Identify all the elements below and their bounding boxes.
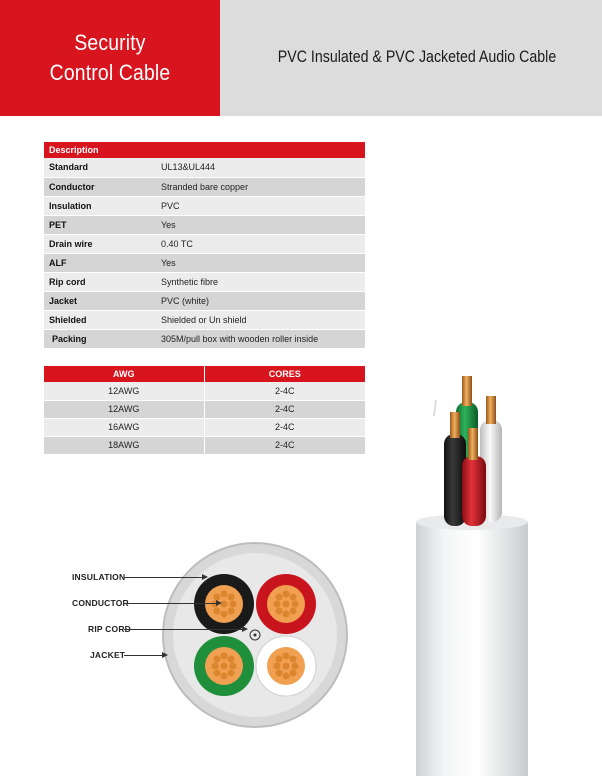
spec-label: Shielded bbox=[44, 310, 156, 329]
spec-value: Yes bbox=[156, 253, 365, 272]
awg-cell: 12AWG bbox=[44, 400, 204, 418]
spec-value: Yes bbox=[156, 215, 365, 234]
awg-row bbox=[44, 418, 365, 436]
label-rip-cord: RIP CORD bbox=[88, 624, 132, 634]
spec-value: PVC bbox=[156, 196, 365, 215]
spec-value: PVC (white) bbox=[156, 291, 365, 310]
awg-cell: 18AWG bbox=[44, 436, 204, 454]
spec-row bbox=[44, 291, 365, 310]
leader-rip-cord bbox=[124, 629, 244, 630]
spec-value: 305M/pull box with wooden roller inside bbox=[156, 329, 365, 348]
spec-label: Rip cord bbox=[44, 272, 156, 291]
cores-cell: 2-4C bbox=[204, 382, 365, 400]
cable-photo bbox=[410, 360, 602, 776]
cores-cell: 2-4C bbox=[204, 418, 365, 436]
awg-cell: 16AWG bbox=[44, 418, 204, 436]
page-title-line2: Control Cable bbox=[49, 60, 171, 85]
awg-cell: 12AWG bbox=[44, 382, 204, 400]
arrow-rip-cord-icon bbox=[242, 626, 248, 632]
arrow-conductor-icon bbox=[216, 600, 222, 606]
cores-cell: 2-4C bbox=[204, 436, 365, 454]
spec-value: Shielded or Un shield bbox=[156, 310, 365, 329]
spec-row bbox=[44, 253, 365, 272]
awg-row bbox=[44, 436, 365, 454]
leader-insulation bbox=[124, 577, 204, 578]
page-title-line1: Security bbox=[74, 30, 146, 55]
spec-row bbox=[44, 329, 365, 348]
cores-cell: 2-4C bbox=[204, 400, 365, 418]
page-subtitle: PVC Insulated & PVC Jacketed Audio Cable bbox=[277, 48, 557, 66]
spec-table-body bbox=[44, 158, 365, 348]
awg-row bbox=[44, 400, 365, 418]
cores-column-header: CORES bbox=[204, 366, 365, 382]
label-jacket: JACKET bbox=[90, 650, 126, 660]
spec-label: Packing bbox=[44, 329, 156, 348]
awg-column-header: AWG bbox=[44, 366, 204, 382]
spec-row bbox=[44, 177, 365, 196]
spec-label: Drain wire bbox=[44, 234, 156, 253]
spec-value: UL13&UL444 bbox=[156, 158, 365, 177]
leader-conductor bbox=[124, 603, 218, 604]
spec-label: Insulation bbox=[44, 196, 156, 215]
spec-value: Synthetic fibre bbox=[156, 272, 365, 291]
arrow-jacket-icon bbox=[162, 652, 168, 658]
awg-table bbox=[44, 366, 365, 455]
spec-table bbox=[44, 142, 365, 349]
spec-value: Stranded bare copper bbox=[156, 177, 365, 196]
spec-row bbox=[44, 234, 365, 253]
leader-jacket bbox=[124, 655, 164, 656]
page-title bbox=[13, 28, 207, 88]
label-insulation: INSULATION bbox=[72, 572, 126, 582]
spec-value: 0.40 TC bbox=[156, 234, 365, 253]
label-conductor: CONDUCTOR bbox=[72, 598, 129, 608]
spec-label: Conductor bbox=[44, 177, 156, 196]
arrow-insulation-icon bbox=[202, 574, 208, 580]
spec-label: ALF bbox=[44, 253, 156, 272]
spec-label: PET bbox=[44, 215, 156, 234]
spec-row bbox=[44, 310, 365, 329]
spec-row bbox=[44, 272, 365, 291]
cable-cross-section bbox=[160, 540, 350, 730]
spec-table-header: Description bbox=[44, 142, 365, 158]
spec-label: Jacket bbox=[44, 291, 156, 310]
spec-row bbox=[44, 158, 365, 177]
spec-label: Standard bbox=[44, 158, 156, 177]
awg-row bbox=[44, 382, 365, 400]
spec-row bbox=[44, 196, 365, 215]
awg-table-body bbox=[44, 382, 365, 454]
spec-row bbox=[44, 215, 365, 234]
